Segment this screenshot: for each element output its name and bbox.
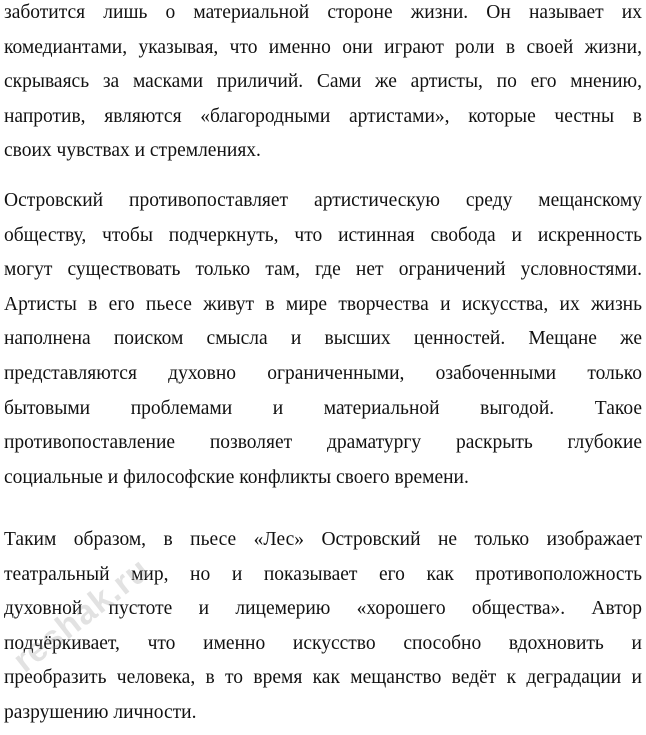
paragraph-2-line-8: противопоставление позволяет драматургу раскрыть глубокие: [4, 432, 642, 454]
paragraph-1-line-1: заботится лишь о материальной стороне жизни. Он называет их: [4, 2, 642, 23]
paragraph-3-line-5: преобразить человека, в то время как мещанство ведёт к деградации и: [4, 667, 642, 689]
paragraph-2-line-1: Островский противопоставляет артистическую среду мещанскому: [4, 190, 642, 211]
paragraph-2: [4, 184, 642, 495]
watermark-logo: reshak.ru: [6, 550, 158, 680]
paragraph-3-line-6: разрушению личности.: [4, 701, 197, 723]
paragraph-2-line-9: социальные и философские конфликты своего времени.: [4, 466, 469, 488]
paragraph-2-line-2: обществу, чтобы подчеркнуть, что истинная свобода и искренность: [4, 224, 642, 246]
paragraph-1-line-4: напротив, являются «благородными артистами», которые честны в: [4, 105, 642, 127]
paragraph-1: [4, 0, 642, 169]
paragraph-1-line-2: комедиантами, указывая, что именно они играют роли в своей жизни,: [4, 36, 642, 58]
paragraph-2-line-3: могут существовать только там, где нет ограничений условностями.: [4, 259, 642, 281]
paragraph-1-line-5: своих чувствах и стремлениях.: [4, 140, 261, 162]
paragraph-2-line-7: бытовыми проблемами и материальной выгодой. Такое: [4, 397, 642, 419]
paragraph-3-line-4: подчёркивает, что именно искусство способно вдохновить и: [4, 632, 642, 654]
paragraph-1-line-3: скрываясь за масками приличий. Сами же артисты, по его мнению,: [4, 71, 642, 93]
paragraph-2-line-4: Артисты в его пьесе живут в мире творчества и искусства, их жизнь: [4, 293, 642, 315]
paragraph-3-line-3: духовной пустоте и лицемерию «хорошего общества». Автор: [4, 598, 642, 620]
paragraph-2-line-6: представляются духовно ограниченными, озабоченными только: [4, 362, 642, 384]
paragraph-3-line-1: Таким образом, в пьесе «Лес» Островский не только изображает: [4, 529, 642, 550]
paragraph-3-line-2: театральный мир, но и показывает его как противоположность: [4, 563, 642, 585]
paragraph-2-line-5: наполнена поиском смысла и высших ценностей. Мещане же: [4, 328, 642, 350]
paragraph-3: [4, 523, 642, 731]
